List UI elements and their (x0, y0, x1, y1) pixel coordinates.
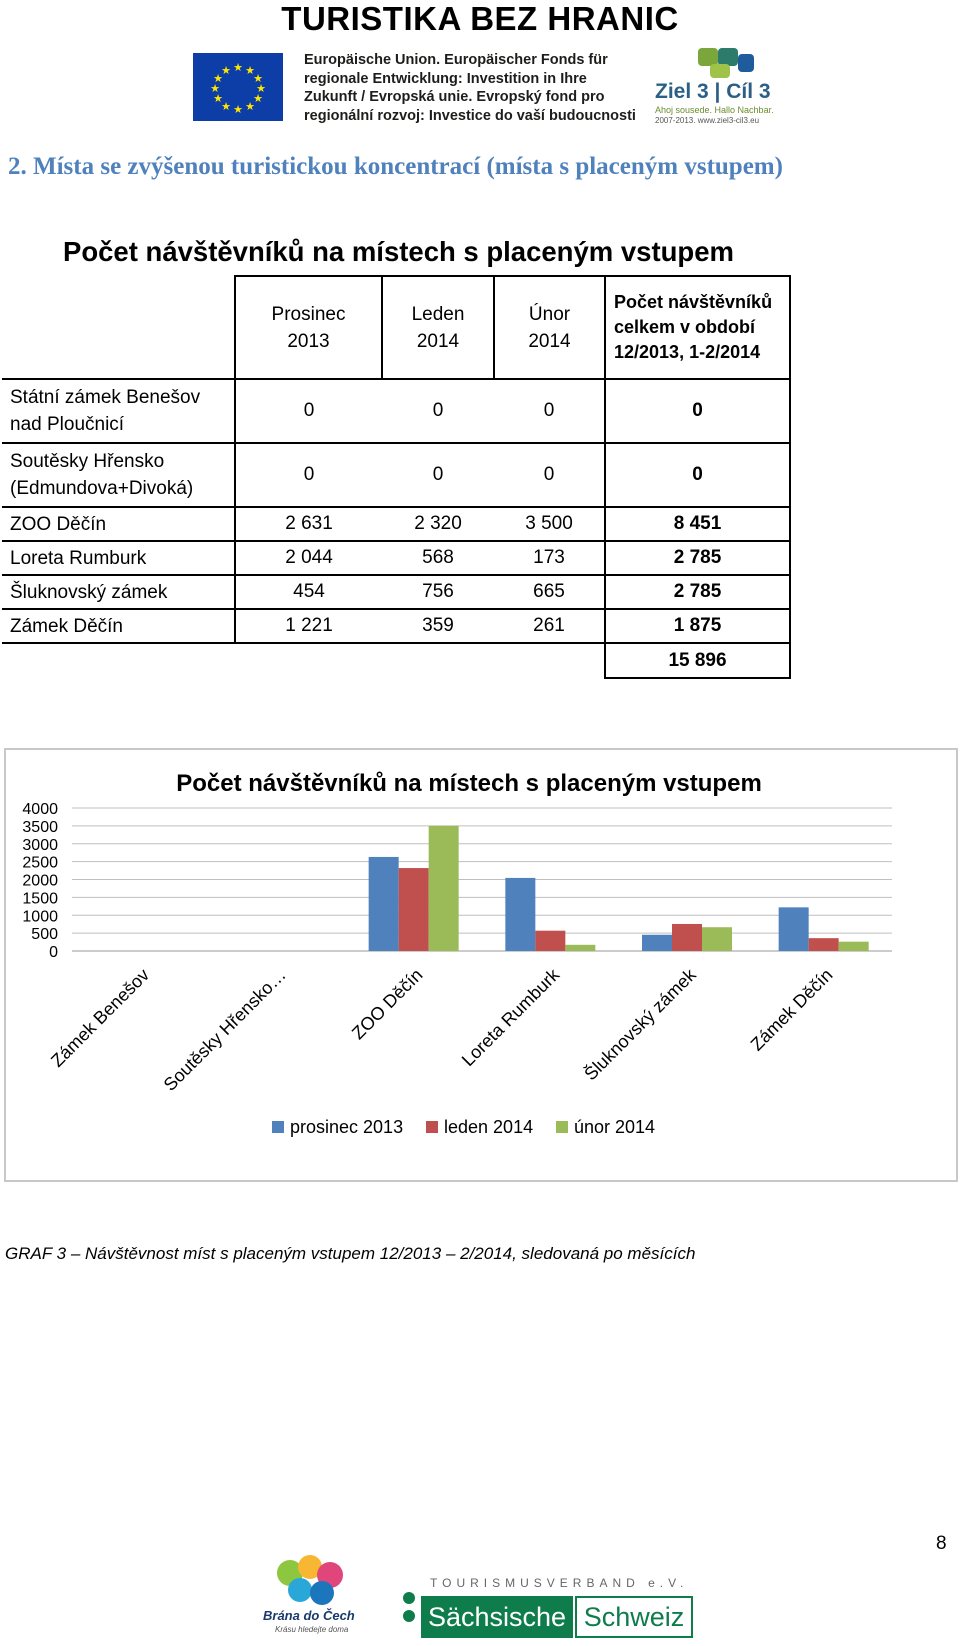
x-tick-label: Loreta Rumburk (457, 964, 564, 1071)
svg-text:★: ★ (253, 92, 263, 105)
table-header-blank (2, 276, 235, 379)
svg-text:★: ★ (213, 92, 223, 105)
y-tick-label: 3000 (22, 836, 58, 854)
bar (839, 942, 869, 951)
table-row (2, 507, 790, 541)
legend-swatch (426, 1121, 438, 1133)
cell-prosinec: 1 221 (235, 609, 382, 643)
svg-text:★: ★ (213, 72, 223, 85)
cell-leden: 359 (382, 609, 494, 643)
y-tick-label: 4000 (22, 801, 58, 818)
legend-label: prosinec 2013 (290, 1117, 404, 1137)
cell-total: 0 (605, 379, 790, 443)
eu-text-line: Europäische Union. Europäischer Fonds für (304, 52, 608, 68)
brana-logo-name: Brána do Čech (263, 1608, 355, 1623)
cell-unor: 173 (494, 541, 605, 575)
ziel3-title: Ziel 3 | Cíl 3 (655, 80, 771, 103)
grand-total-row (2, 643, 790, 678)
legend-swatch (272, 1121, 284, 1133)
bar (535, 931, 565, 951)
cell-leden: 568 (382, 541, 494, 575)
eu-text-line: Zukunft / Evropská unie. Evropský fond pro (304, 89, 605, 105)
bar (505, 878, 535, 951)
legend-label: leden 2014 (444, 1117, 534, 1137)
cell-leden: 756 (382, 575, 494, 609)
cell-unor: 665 (494, 575, 605, 609)
y-tick-label: 500 (31, 926, 58, 944)
table-header-row (2, 276, 790, 379)
page-number: 8 (936, 1533, 947, 1554)
cell-unor: 0 (494, 379, 605, 443)
eu-text-line: regionální rozvoj: Investice do vaší budoucnosti (304, 107, 636, 124)
cell-total: 2 785 (605, 541, 790, 575)
y-tick-label: 1500 (22, 890, 58, 908)
y-tick-label: 0 (49, 944, 58, 961)
bar (399, 868, 429, 951)
y-tick-label: 2500 (22, 854, 58, 872)
document-title: TURISTIKA BEZ HRANIC (281, 0, 679, 37)
figure-caption: GRAF 3 – Návštěvnost míst s placeným vstupem 12/2013 – 2/2014, sledovaná po měsících (5, 1244, 696, 1263)
bar (429, 826, 459, 951)
bar (565, 945, 595, 951)
column-header-unor: Únor 2014 (494, 276, 605, 379)
row-label: Loreta Rumburk (2, 541, 235, 575)
bar (809, 938, 839, 951)
svg-text:★: ★ (221, 100, 231, 113)
svg-text:★: ★ (221, 64, 231, 77)
row-label: Zámek Děčín (2, 609, 235, 643)
x-tick-label: Šluknovský zámek (580, 964, 700, 1085)
column-header-total: Počet návštěvníků celkem v období 12/2013, 1-2/2014 (605, 276, 790, 379)
cell-prosinec: 2 631 (235, 507, 382, 541)
cell-prosinec: 454 (235, 575, 382, 609)
visitors-bar-chart (4, 748, 958, 1182)
cell-prosinec: 0 (235, 443, 382, 507)
legend-label: únor 2014 (574, 1117, 656, 1137)
cell-unor: 261 (494, 609, 605, 643)
ziel3-url: 2007-2013. www.ziel3-cil3.eu (655, 116, 760, 125)
cell-leden: 0 (382, 379, 494, 443)
visitors-table (2, 275, 791, 679)
saxon-logo-left-text: Sächsische (421, 1596, 573, 1638)
table-row (2, 575, 790, 609)
column-header-prosinec: Prosinec 2013 (235, 276, 382, 379)
row-label: ZOO Děčín (2, 507, 235, 541)
brana-logo-tagline: Krásu hledejte doma (275, 1625, 349, 1634)
column-header-leden: Leden 2014 (382, 276, 494, 379)
table-row (2, 443, 790, 507)
row-label: Soutěsky Hřensko (Edmundova+Divoká) (2, 443, 235, 507)
bar (369, 857, 399, 951)
table-row (2, 379, 790, 443)
svg-text:★: ★ (256, 82, 266, 95)
cell-prosinec: 0 (235, 379, 382, 443)
legend-swatch (556, 1121, 568, 1133)
eu-flag-logo (193, 53, 283, 121)
svg-text:★: ★ (245, 100, 255, 113)
saxon-logo-right-text: Schweiz (575, 1596, 693, 1638)
row-label: Šluknovský zámek (2, 575, 235, 609)
cell-total: 2 785 (605, 575, 790, 609)
table-row (2, 541, 790, 575)
table-row (2, 609, 790, 643)
section-heading: 2. Místa se zvýšenou turistickou koncentrací (místa s placeným vstupem) (8, 153, 783, 180)
svg-text:★: ★ (253, 72, 263, 85)
table-title: Počet návštěvníků na místech s placeným vstupem (63, 236, 734, 267)
x-tick-label: Zámek Děčín (746, 964, 837, 1055)
eu-text-line: regionale Entwicklung: Investition in Ihre (304, 70, 587, 87)
x-tick-label: Soutěsky Hřensko… (159, 964, 290, 1095)
cell-leden: 0 (382, 443, 494, 507)
cell-leden: 2 320 (382, 507, 494, 541)
saxon-dot-icon (403, 1592, 415, 1604)
saxon-logo-top-text: TOURISMUSVERBAND e.V. (430, 1576, 689, 1590)
x-tick-label: ZOO Děčín (347, 964, 427, 1044)
eu-funding-text (304, 51, 644, 125)
bar (672, 924, 702, 951)
x-tick-label: Zámek Benešov (47, 964, 154, 1071)
cell-total: 1 875 (605, 609, 790, 643)
y-tick-label: 1000 (22, 908, 58, 926)
chart-title: Počet návštěvníků na místech s placeným vstupem (176, 770, 762, 797)
grand-total-cell: 15 896 (605, 643, 790, 678)
cell-prosinec: 2 044 (235, 541, 382, 575)
svg-text:★: ★ (245, 64, 255, 77)
cell-total: 8 451 (605, 507, 790, 541)
cell-unor: 3 500 (494, 507, 605, 541)
y-tick-label: 2000 (22, 872, 58, 890)
svg-text:★: ★ (233, 103, 243, 116)
cell-unor: 0 (494, 443, 605, 507)
saxon-dot-icon (403, 1610, 415, 1622)
svg-text:★: ★ (233, 61, 243, 74)
bar (642, 935, 672, 951)
y-tick-label: 3500 (22, 818, 58, 836)
cell-total: 0 (605, 443, 790, 507)
bar (779, 907, 809, 951)
row-label: Státní zámek Benešov nad Ploučnicí (2, 379, 235, 443)
bar (702, 927, 732, 951)
svg-text:★: ★ (210, 82, 220, 95)
ziel3-tagline: Ahoj sousede. Hallo Nachbar. (655, 105, 774, 115)
